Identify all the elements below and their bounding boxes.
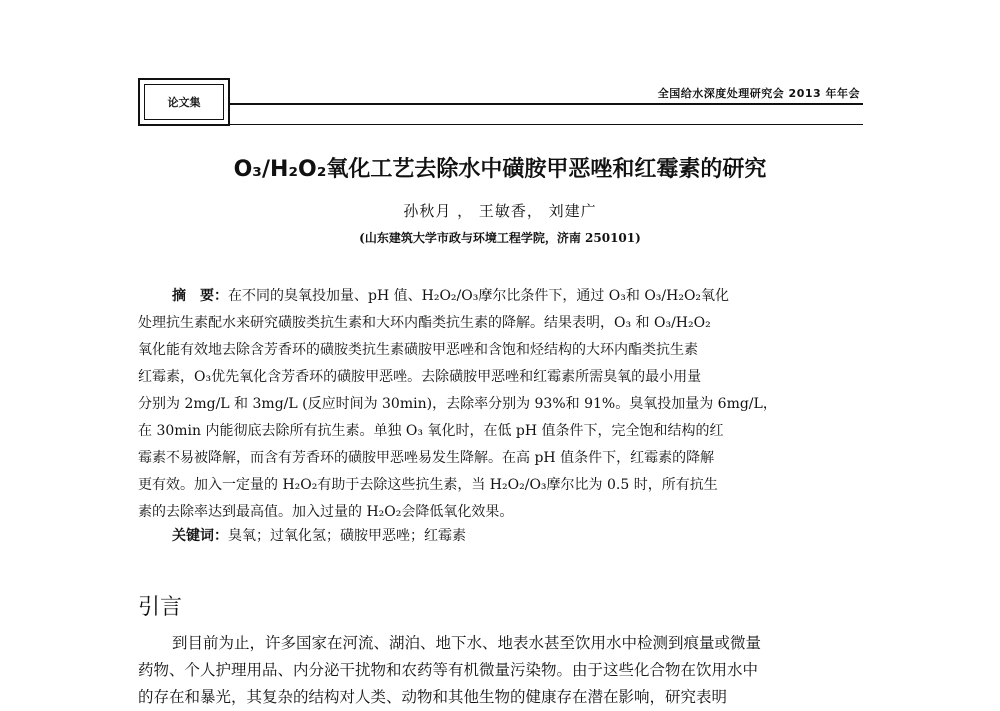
header-rule-bottom <box>138 124 863 125</box>
abstract-line: 氧化能有效地去除含芳香环的磺胺类抗生素磺胺甲恶唑和含饱和烃结构的大环内酯类抗生素 <box>138 342 698 358</box>
section-tag-box <box>138 78 230 126</box>
body-line: 的存在和暴光，其复杂的结构对人类、动物和其他生物的健康存在潜在影响，研究表明 <box>138 688 728 706</box>
abstract-line: 在 30min 内能彻底去除所有抗生素。单独 O₃ 氧化时，在低 pH 值条件下，完全饱和结构的红 <box>138 423 724 439</box>
section-tag: 论文集 <box>144 84 224 120</box>
keywords-label: 关键词： <box>172 528 228 544</box>
abstract-line: 红霉素，O₃优先氧化含芳香环的磺胺甲恶唑。去除磺胺甲恶唑和红霉素所需臭氧的最小用量 <box>138 369 702 385</box>
abstract-line: 素的去除率达到最高值。加入过量的 H₂O₂会降低氧化效果。 <box>138 504 514 520</box>
abstract <box>138 283 866 526</box>
body-line: 到目前为止，许多国家在河流、湖泊、地下水、地表水甚至饮用水中检测到痕量或微量 <box>172 634 762 652</box>
publication-header: 全国给水深度处理研究会 2013 年年会 <box>657 87 860 100</box>
section-body <box>138 630 868 711</box>
abstract-line: 更有效。加入一定量的 H₂O₂有助于去除这些抗生素，当 H₂O₂/O₃摩尔比为 0.5 时，所有抗生 <box>138 477 718 493</box>
body-line: 药物、个人护理用品、内分泌干扰物和农药等有机微量污染物。由于这些化合物在饮用水中 <box>138 661 759 679</box>
paper-authors: 孙秋月 ， 王敏香， 刘建广 <box>403 202 597 220</box>
abstract-label: 摘 要： <box>172 288 228 304</box>
abstract-line: 摘 要：在不同的臭氧投加量、pH 值、H₂O₂/O₃摩尔比条件下，通过 O₃和 O₃/H₂O₂氧化 <box>172 288 730 304</box>
header-rule-top <box>230 103 863 105</box>
paper-title: O₃/H₂O₂氧化工艺去除水中磺胺甲恶唑和红霉素的研究 <box>233 157 767 182</box>
abstract-line: 处理抗生素配水来研究磺胺类抗生素和大环内酯类抗生素的降解。结果表明，O₃ 和 O₃/H₂O₂ <box>138 315 711 331</box>
abstract-line: 霉素不易被降解，而含有芳香环的磺胺甲恶唑易发生降解。在高 pH 值条件下，红霉素的降解 <box>138 450 715 466</box>
section-heading: 引言 <box>138 595 183 620</box>
keywords-text: 臭氧；过氧化氢；磺胺甲恶唑；红霉素 <box>228 528 466 544</box>
keywords <box>172 525 466 545</box>
abstract-line: 分别为 2mg/L 和 3mg/L (反应时间为 30min)，去除率分别为 93%和 91%。臭氧投加量为 6mg/L， <box>138 396 777 412</box>
paper-affiliation: (山东建筑大学市政与环境工程学院，济南 250101) <box>359 231 641 245</box>
